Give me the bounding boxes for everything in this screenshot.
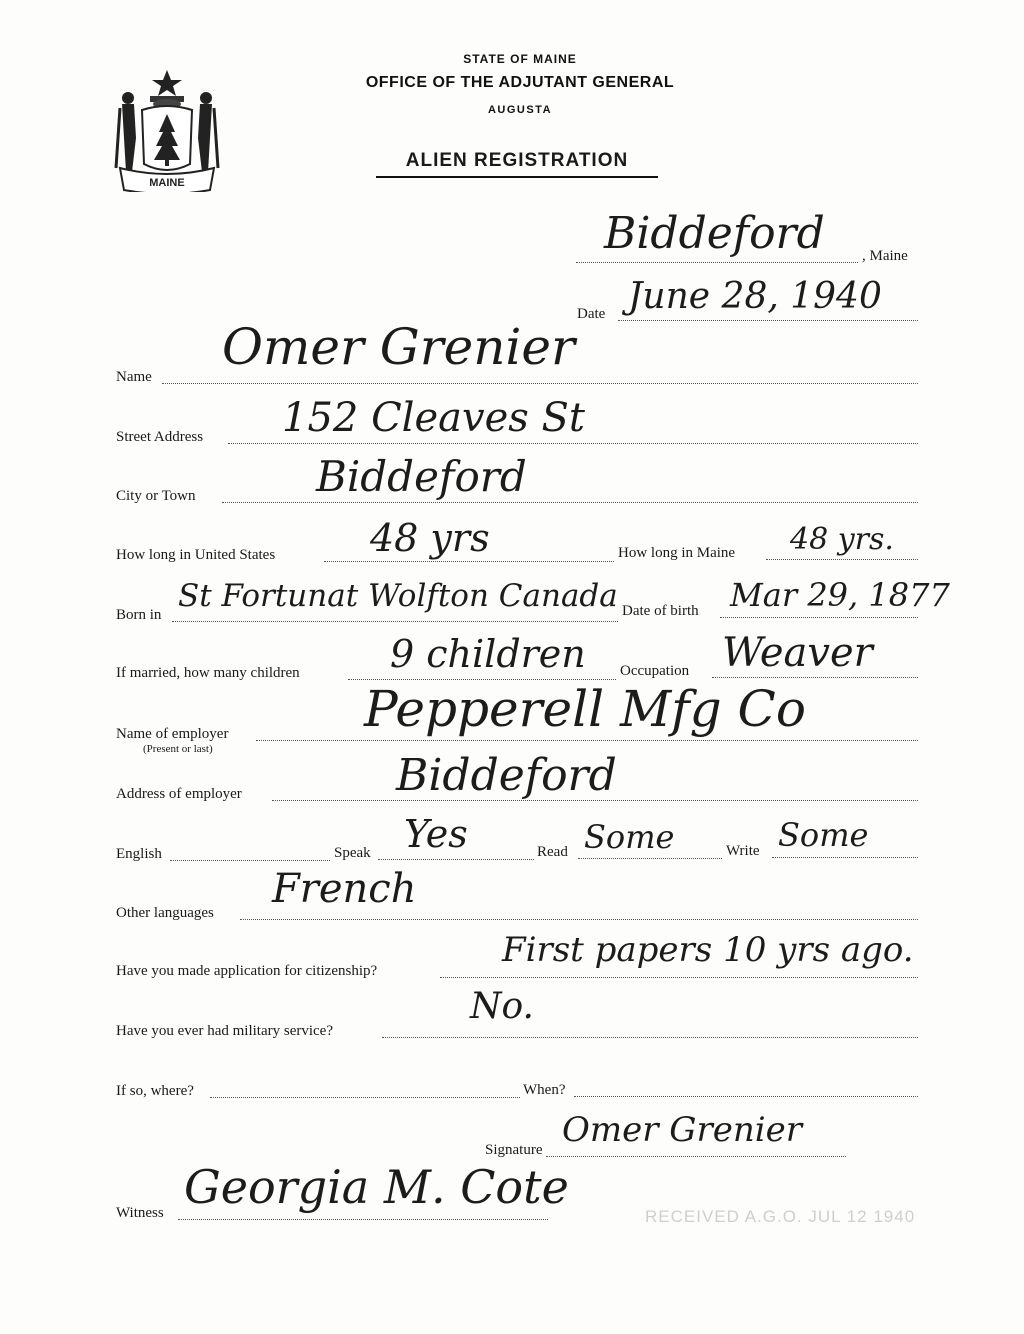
born-in-label: Born in — [116, 607, 162, 623]
header-city: AUGUSTA — [487, 104, 553, 116]
write-label: Write — [726, 843, 760, 859]
city-label: City or Town — [116, 488, 196, 504]
signature-line — [546, 1156, 846, 1157]
occupation-line — [712, 677, 918, 678]
name-value: Omer Grenier — [222, 318, 575, 376]
how-long-maine-value: 48 yrs. — [790, 522, 894, 557]
citizenship-line — [440, 977, 918, 978]
occupation-label: Occupation — [620, 663, 690, 679]
employer-label: Name of employer — [116, 726, 229, 742]
maine-state-seal — [112, 68, 222, 192]
english-line — [170, 860, 330, 861]
how-long-maine-label: How long in Maine — [618, 545, 736, 561]
date-value: June 28, 1940 — [628, 276, 882, 317]
children-value: 9 children — [390, 632, 586, 676]
other-languages-line — [240, 919, 918, 920]
town-value: Biddeford — [604, 208, 825, 259]
speak-value: Yes — [404, 812, 468, 856]
where-label: If so, where? — [116, 1083, 194, 1099]
how-long-us-label: How long in United States — [116, 547, 276, 563]
date-of-birth-line — [720, 617, 918, 618]
date-label: Date — [577, 306, 606, 322]
other-languages-value: French — [272, 866, 417, 912]
name-line — [162, 383, 918, 384]
name-label: Name — [116, 369, 152, 385]
town-line — [576, 262, 858, 263]
witness-value: Georgia M. Cote — [184, 1160, 569, 1214]
city-line — [222, 502, 918, 503]
employer-address-value: Biddeford — [396, 750, 617, 801]
street-address-value: 152 Cleaves St — [282, 395, 585, 441]
how-long-maine-line — [766, 559, 918, 560]
witness-line — [178, 1219, 548, 1220]
street-address-label: Street Address — [116, 429, 204, 445]
employer-sublabel: (Present or last) — [143, 743, 213, 755]
where-line — [210, 1097, 520, 1098]
date-of-birth-label: Date of birth — [622, 603, 699, 619]
employer-address-label: Address of employer — [116, 786, 242, 802]
when-label: When? — [523, 1082, 566, 1098]
speak-label: Speak — [334, 845, 371, 861]
header-state: STATE OF MAINE — [463, 52, 577, 66]
citizenship-label: Have you made application for citizenship? — [116, 963, 378, 979]
when-line — [574, 1096, 918, 1097]
svg-text:MAINE: MAINE — [149, 177, 185, 189]
read-line — [578, 858, 722, 859]
english-label: English — [116, 846, 162, 862]
how-long-us-value: 48 yrs — [370, 516, 490, 560]
signature-value: Omer Grenier — [562, 1110, 802, 1150]
header-office: OFFICE OF THE ADJUTANT GENERAL — [365, 74, 675, 91]
form-title: ALIEN REGISTRATION — [376, 150, 658, 178]
city-value: Biddeford — [316, 452, 527, 501]
street-address-line — [228, 443, 918, 444]
other-languages-label: Other languages — [116, 905, 214, 921]
received-stamp: RECEIVED A.G.O. JUL 12 1940 — [645, 1207, 916, 1226]
signature-label: Signature — [485, 1142, 543, 1158]
date-of-birth-value: Mar 29, 1877 — [730, 576, 950, 614]
date-line — [618, 320, 918, 321]
write-line — [772, 857, 918, 858]
read-label: Read — [537, 844, 568, 860]
employer-line — [256, 740, 918, 741]
military-value: No. — [470, 986, 534, 1027]
occupation-value: Weaver — [722, 630, 873, 676]
military-label: Have you ever had military service? — [116, 1023, 333, 1039]
employer-value: Pepperell Mfg Co — [364, 680, 806, 738]
children-label: If married, how many children — [116, 665, 300, 681]
maine-label: , Maine — [862, 248, 908, 264]
write-value: Some — [778, 816, 869, 854]
read-value: Some — [584, 818, 675, 856]
born-in-value: St Fortunat Wolfton Canada — [178, 578, 618, 614]
citizenship-value: First papers 10 yrs ago. — [502, 930, 914, 970]
witness-label: Witness — [116, 1205, 164, 1221]
born-in-line — [172, 621, 618, 622]
how-long-us-line — [324, 561, 614, 562]
speak-line — [378, 859, 534, 860]
military-line — [382, 1037, 918, 1038]
